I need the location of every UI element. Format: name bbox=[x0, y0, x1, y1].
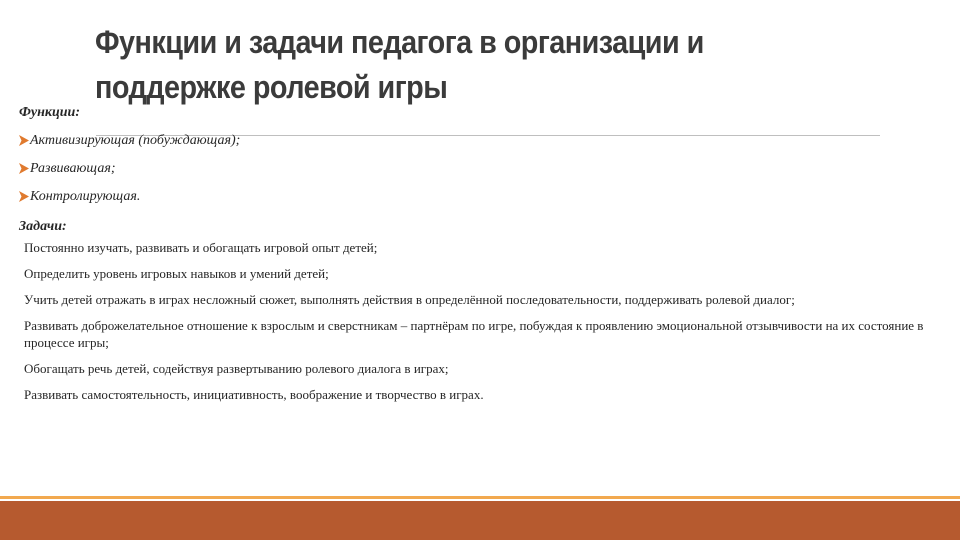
task-item: Определить уровень игровых навыков и умений детей; bbox=[24, 266, 329, 281]
function-item bbox=[19, 159, 929, 179]
slide-title: Функции и задачи педагога в организации и поддержке ролевой игры bbox=[95, 24, 704, 105]
task-item: Учить детей отражать в играх несложный сюжет, выполнять действия в определённой последовательности, поддерживать ролевой диалог; bbox=[24, 292, 795, 307]
function-label: Контролирующая. bbox=[30, 189, 141, 204]
function-label: Развивающая; bbox=[30, 161, 116, 176]
arrow-bullet-icon bbox=[19, 135, 29, 146]
function-item bbox=[19, 131, 929, 151]
arrow-bullet-icon bbox=[19, 163, 29, 174]
tasks-heading: Задачи: bbox=[19, 219, 67, 234]
function-item bbox=[19, 187, 929, 207]
arrow-bullet-icon bbox=[19, 191, 29, 202]
slide-content bbox=[19, 101, 929, 412]
functions-heading: Функции: bbox=[19, 105, 81, 120]
task-item: Развивать самостоятельность, инициативность, воображение и творчество в играх. bbox=[24, 387, 484, 402]
task-item: Развивать доброжелательное отношение к взрослым и сверстникам – партнёрам по игре, побуждая к проявлению эмоциональной отзывчивости на их состояние в процессе игры; bbox=[24, 318, 924, 350]
task-item: Постоянно изучать, развивать и обогащать игровой опыт детей; bbox=[24, 240, 378, 255]
task-item: Обогащать речь детей, содействуя развертыванию ролевого диалога в играх; bbox=[24, 361, 449, 376]
footer-band bbox=[0, 501, 960, 540]
footer-accent-line bbox=[0, 496, 960, 499]
function-label: Активизирующая (побуждающая); bbox=[30, 133, 241, 148]
